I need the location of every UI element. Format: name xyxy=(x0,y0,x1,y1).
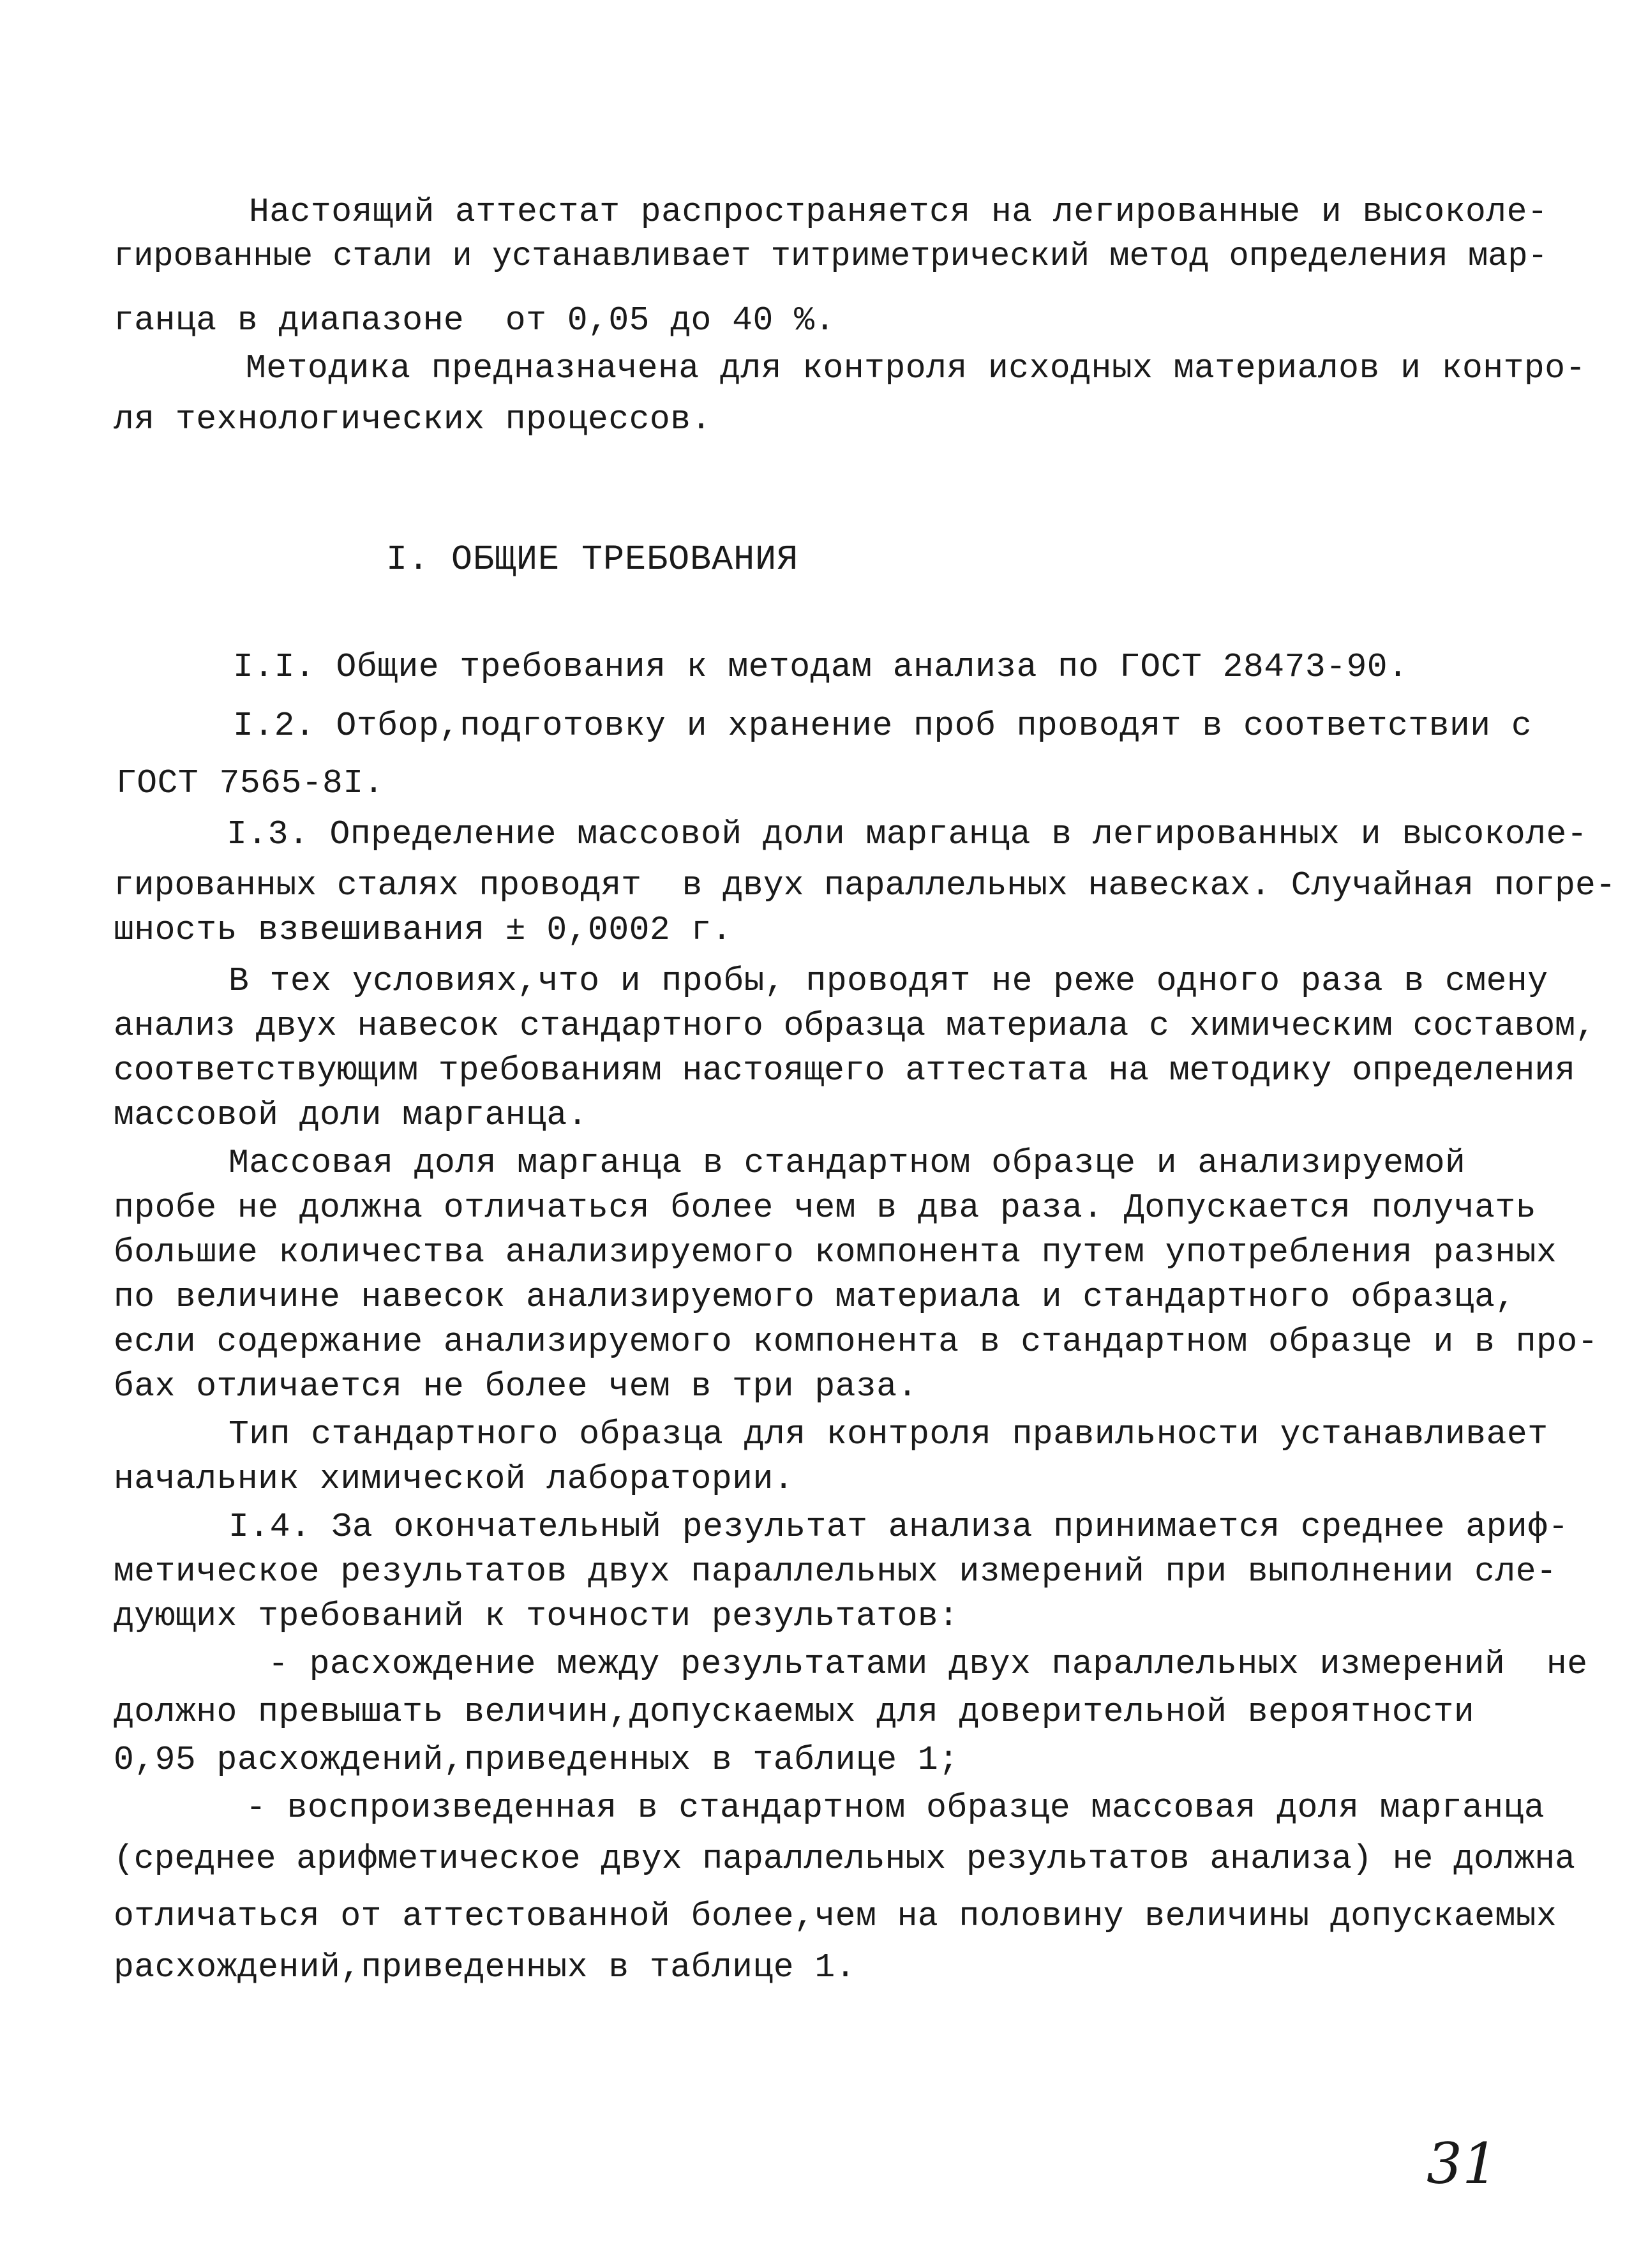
clause-1-2-line-1: I.2. Отбор,подготовку и хранение проб проводят в соответствии с xyxy=(233,707,1532,745)
clause-1-1: I.I. Общие требования к методам анализа по ГОСТ 28473-90. xyxy=(233,648,1409,686)
requirement-1-line-1: - расхождение между результатами двух параллельных измерений не xyxy=(268,1645,1588,1683)
intro-line-5: ля технологических процессов. xyxy=(114,400,712,439)
intro-line-3: ганца в диапазоне от 0,05 до 40 %. xyxy=(114,301,835,340)
requirement-2-line-2: (среднее арифметическое двух параллельных результатов анализа) не должна xyxy=(114,1840,1575,1878)
paragraph-mass-line-5: если содержание анализируемого компонента в стандартном образце и в про- xyxy=(114,1323,1598,1361)
paragraph-mass-line-4: по величине навесок анализируемого материала и стандартного образца, xyxy=(114,1278,1516,1316)
intro-line-4: Методика предназначена для контроля исходных материалов и контро- xyxy=(246,349,1586,387)
paragraph-control-line-1: В тех условиях,что и пробы, проводят не реже одного раза в смену xyxy=(228,962,1548,1000)
clause-1-4-line-3: дующих требований к точности результатов: xyxy=(114,1597,959,1635)
clause-1-3-line-2: гированных сталях проводят в двух параллельных навесках. Случайная погре- xyxy=(114,866,1616,905)
intro-line-1: Настоящий аттестат распространяется на легированные и высоколе- xyxy=(249,193,1548,231)
requirement-2-line-4: расхождений,приведенных в таблице 1. xyxy=(114,1948,856,1986)
paragraph-control-line-3: соответствующим требованиям настоящего аттестата на методику определения xyxy=(114,1051,1575,1090)
section-heading: I. ОБЩИЕ ТРЕБОВАНИЯ xyxy=(386,539,799,580)
page-number: 31 xyxy=(1427,2131,1498,2197)
clause-1-4-line-1: I.4. За окончательный результат анализа принимается среднее ариф- xyxy=(228,1508,1569,1546)
intro-line-2: гированные стали и устанавливает титриметрический метод определения мар- xyxy=(114,237,1548,275)
paragraph-control-line-2: анализ двух навесок стандартного образца материала с химическим составом, xyxy=(114,1007,1596,1045)
clause-1-3-line-3: шность взвешивания ± 0,0002 г. xyxy=(114,911,733,949)
paragraph-type-line-1: Тип стандартного образца для контроля правильности устанавливает xyxy=(228,1415,1548,1453)
requirement-2-line-1: - воспроизведенная в стандартном образце массовая доля марганца xyxy=(246,1789,1545,1827)
paragraph-control-line-4: массовой доли марганца. xyxy=(114,1096,588,1134)
paragraph-mass-line-1: Массовая доля марганца в стандартном образце и анализируемой xyxy=(228,1144,1466,1182)
requirement-1-line-2: должно превышать величин,допускаемых для доверительной вероятности xyxy=(114,1693,1475,1731)
clause-1-4-line-2: метическое результатов двух параллельных измерений при выполнении сле- xyxy=(114,1552,1557,1591)
paragraph-type-line-2: начальник химической лаборатории. xyxy=(114,1460,795,1498)
requirement-2-line-3: отличаться от аттестованной более,чем на половину величины допускаемых xyxy=(114,1897,1557,1935)
requirement-1-line-3: 0,95 расхождений,приведенных в таблице 1; xyxy=(114,1741,959,1779)
paragraph-mass-line-2: пробе не должна отличаться более чем в два раза. Допускается получать xyxy=(114,1189,1537,1227)
paragraph-mass-line-6: бах отличается не более чем в три раза. xyxy=(114,1367,918,1406)
clause-1-2-line-2: ГОСТ 7565-8I. xyxy=(116,764,384,802)
clause-1-3-line-1: I.3. Определение массовой доли марганца в легированных и высоколе- xyxy=(227,815,1588,853)
paragraph-mass-line-3: большие количества анализируемого компонента путем употребления разных xyxy=(114,1233,1557,1272)
